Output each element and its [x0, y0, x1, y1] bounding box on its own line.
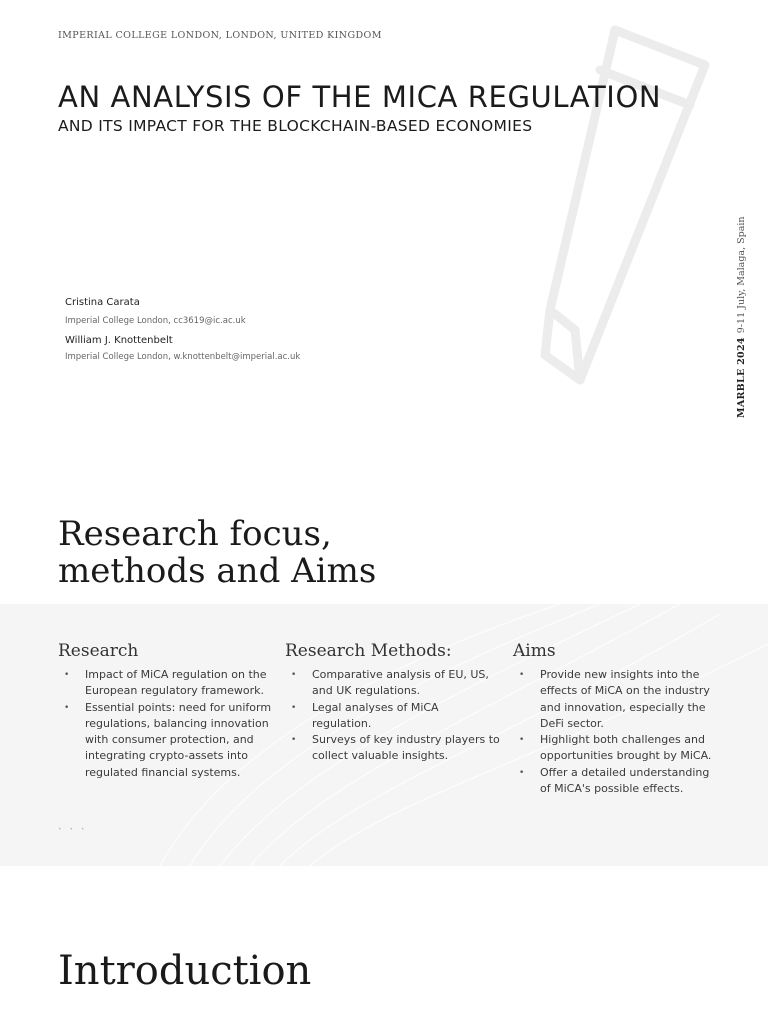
- event-name: MARBLE 2024: [736, 337, 747, 418]
- section-heading: [58, 516, 376, 590]
- pencil-icon: [520, 10, 730, 400]
- list-item: • Comparative analysis of EU, US, and UK regulations.: [285, 667, 500, 700]
- list-item: • Essential points: need for uniform regulations, balancing innovation with consumer protection, and integrating crypto-assets into regulated financial systems.: [58, 700, 273, 781]
- event-label: [736, 216, 752, 418]
- aims-column: [513, 641, 718, 797]
- list-item: • Highlight both challenges and opportunities brought by MiCA.: [513, 732, 718, 765]
- page-title: AN ANALYSIS OF THE MICA REGULATION: [58, 80, 662, 114]
- intro-heading: Introduction: [58, 948, 312, 994]
- research-column: [58, 641, 273, 781]
- bullet-list: [285, 667, 500, 765]
- column-title: Research: [58, 641, 139, 661]
- author-name: William J. Knottenbelt: [65, 335, 173, 346]
- list-item: • Legal analyses of MiCA regulation.: [285, 700, 500, 733]
- list-item: • Provide new insights into the effects of MiCA on the industry and innovation, especially the DeFi sector.: [513, 667, 718, 732]
- author-affiliation: Imperial College London, cc3619@ic.ac.uk: [65, 316, 246, 326]
- column-title: Aims: [513, 641, 556, 661]
- list-item: • Offer a detailed understanding of MiCA's possible effects.: [513, 765, 718, 798]
- list-item: • Surveys of key industry players to collect valuable insights.: [285, 732, 500, 765]
- section-heading-line: Research focus,: [58, 514, 332, 554]
- decorative-dots: • • •: [58, 826, 88, 833]
- page-subtitle: AND ITS IMPACT FOR THE BLOCKCHAIN-BASED ECONOMIES: [58, 117, 533, 135]
- header-affiliation: IMPERIAL COLLEGE LONDON, LONDON, UNITED KINGDOM: [58, 30, 382, 41]
- methods-column: [285, 641, 500, 765]
- event-details: 9-11 July, Malaga, Spain: [736, 216, 747, 334]
- author-name: Cristina Carata: [65, 297, 140, 308]
- column-title: Research Methods:: [285, 641, 452, 661]
- bullet-list: [58, 667, 273, 781]
- author-affiliation: Imperial College London, w.knottenbelt@imperial.ac.uk: [65, 352, 301, 362]
- list-item: • Impact of MiCA regulation on the European regulatory framework.: [58, 667, 273, 700]
- bullet-list: [513, 667, 718, 797]
- section-heading-line: methods and Aims: [58, 551, 377, 591]
